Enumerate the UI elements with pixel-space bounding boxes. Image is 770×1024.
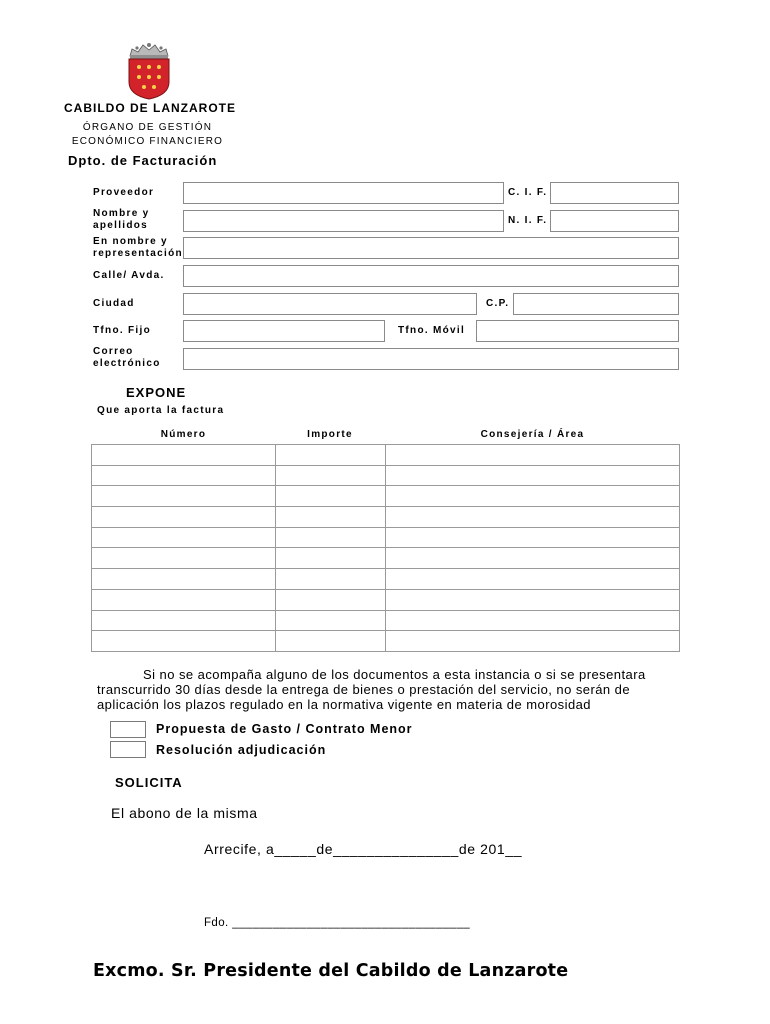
- ciudad-field[interactable]: [183, 293, 477, 315]
- invoice-table-body: [92, 445, 680, 652]
- invoice-table: [91, 444, 680, 652]
- signature-line: Fdo. ___________________________________: [204, 917, 471, 929]
- consejeria-cell[interactable]: [386, 465, 680, 486]
- importe-cell[interactable]: [276, 465, 386, 486]
- organ-name: [60, 121, 235, 149]
- solicita-title: SOLICITA: [115, 775, 183, 790]
- importe-cell[interactable]: [276, 610, 386, 631]
- column-header-importe: Importe: [307, 429, 353, 440]
- solicita-text: El abono de la misma: [111, 805, 258, 821]
- importe-cell[interactable]: [276, 631, 386, 652]
- table-row: [92, 486, 680, 507]
- importe-cell[interactable]: [276, 548, 386, 569]
- nombre-label: [93, 208, 150, 232]
- notice-line1: Si no se acompaña alguno de los documentos a esta instancia o si se presentara: [143, 667, 646, 682]
- numero-cell[interactable]: [92, 507, 276, 528]
- expone-title: EXPONE: [126, 385, 187, 400]
- consejeria-cell[interactable]: [386, 569, 680, 590]
- proveedor-field[interactable]: [183, 182, 504, 204]
- column-header-consejeria: Consejería / Área: [480, 429, 585, 440]
- table-row: [92, 589, 680, 610]
- calle-field[interactable]: [183, 265, 679, 287]
- organ-name-line2: ECONÓMICO FINANCIERO: [71, 136, 224, 147]
- numero-cell[interactable]: [92, 465, 276, 486]
- organ-name-line1: ÓRGANO DE GESTIÓN: [82, 122, 213, 133]
- numero-cell[interactable]: [92, 610, 276, 631]
- numero-cell[interactable]: [92, 486, 276, 507]
- resolucion-checkbox[interactable]: [110, 741, 146, 758]
- consejeria-cell[interactable]: [386, 631, 680, 652]
- proveedor-label: Proveedor: [93, 187, 155, 198]
- department-title: Dpto. de Facturación: [68, 153, 218, 168]
- table-row: [92, 507, 680, 528]
- importe-cell[interactable]: [276, 527, 386, 548]
- consejeria-cell[interactable]: [386, 589, 680, 610]
- correo-label: [93, 346, 161, 370]
- addressee: Excmo. Sr. Presidente del Cabildo de Lanzarote: [93, 961, 569, 981]
- nombre-field[interactable]: [183, 210, 504, 232]
- notice-line3: aplicación los plazos regulado en la normativa vigente en materia de morosidad: [97, 697, 591, 712]
- correo-field[interactable]: [183, 348, 679, 370]
- propuesta-label: Propuesta de Gasto / Contrato Menor: [156, 722, 413, 736]
- table-row: [92, 527, 680, 548]
- numero-cell[interactable]: [92, 445, 276, 466]
- column-header-numero: Número: [160, 429, 207, 440]
- table-row: [92, 610, 680, 631]
- importe-cell[interactable]: [276, 507, 386, 528]
- date-line: Arrecife, a_____de_______________de 201__: [204, 841, 523, 857]
- nombre-label-line1: Nombre y: [93, 208, 150, 219]
- nif-field[interactable]: [550, 210, 679, 232]
- table-row: [92, 445, 680, 466]
- consejeria-cell[interactable]: [386, 507, 680, 528]
- numero-cell[interactable]: [92, 527, 276, 548]
- table-row: [92, 631, 680, 652]
- tfno-movil-label: Tfno. Móvil: [398, 325, 466, 336]
- representacion-field[interactable]: [183, 237, 679, 259]
- cp-label: C.P.: [486, 298, 510, 309]
- resolucion-label: Resolución adjudicación: [156, 743, 327, 757]
- importe-cell[interactable]: [276, 486, 386, 507]
- nombre-label-line2: apellidos: [93, 220, 149, 231]
- correo-label-line1: Correo: [93, 346, 134, 357]
- ciudad-label: Ciudad: [93, 298, 135, 309]
- table-row: [92, 548, 680, 569]
- consejeria-cell[interactable]: [386, 548, 680, 569]
- importe-cell[interactable]: [276, 589, 386, 610]
- notice-paragraph: [97, 667, 677, 712]
- coat-of-arms-logo: [124, 40, 174, 100]
- expone-subtitle: Que aporta la factura: [97, 405, 225, 416]
- notice-line2: transcurrido 30 días desde la entrega de bienes o prestación del servicio, no serán de: [97, 682, 631, 697]
- representacion-label-line1: En nombre y: [93, 236, 168, 247]
- cif-field[interactable]: [550, 182, 679, 204]
- cp-field[interactable]: [513, 293, 679, 315]
- table-row: [92, 569, 680, 590]
- consejeria-cell[interactable]: [386, 486, 680, 507]
- consejeria-cell[interactable]: [386, 610, 680, 631]
- importe-cell[interactable]: [276, 569, 386, 590]
- importe-cell[interactable]: [276, 445, 386, 466]
- tfno-fijo-label: Tfno. Fijo: [93, 325, 151, 336]
- tfno-movil-field[interactable]: [476, 320, 679, 342]
- cif-label: C. I. F.: [508, 187, 548, 198]
- representacion-label-line2: representación: [93, 248, 183, 259]
- numero-cell[interactable]: [92, 589, 276, 610]
- crown-icon: [130, 43, 168, 59]
- consejeria-cell[interactable]: [386, 527, 680, 548]
- tfno-fijo-field[interactable]: [183, 320, 385, 342]
- calle-label: Calle/ Avda.: [93, 270, 165, 281]
- propuesta-checkbox[interactable]: [110, 721, 146, 738]
- consejeria-cell[interactable]: [386, 445, 680, 466]
- correo-label-line2: electrónico: [93, 358, 161, 369]
- numero-cell[interactable]: [92, 631, 276, 652]
- table-row: [92, 465, 680, 486]
- representacion-label: [93, 236, 183, 260]
- organization-name: CABILDO DE LANZAROTE: [64, 101, 236, 115]
- numero-cell[interactable]: [92, 548, 276, 569]
- numero-cell[interactable]: [92, 569, 276, 590]
- nif-label: N. I. F.: [508, 215, 548, 226]
